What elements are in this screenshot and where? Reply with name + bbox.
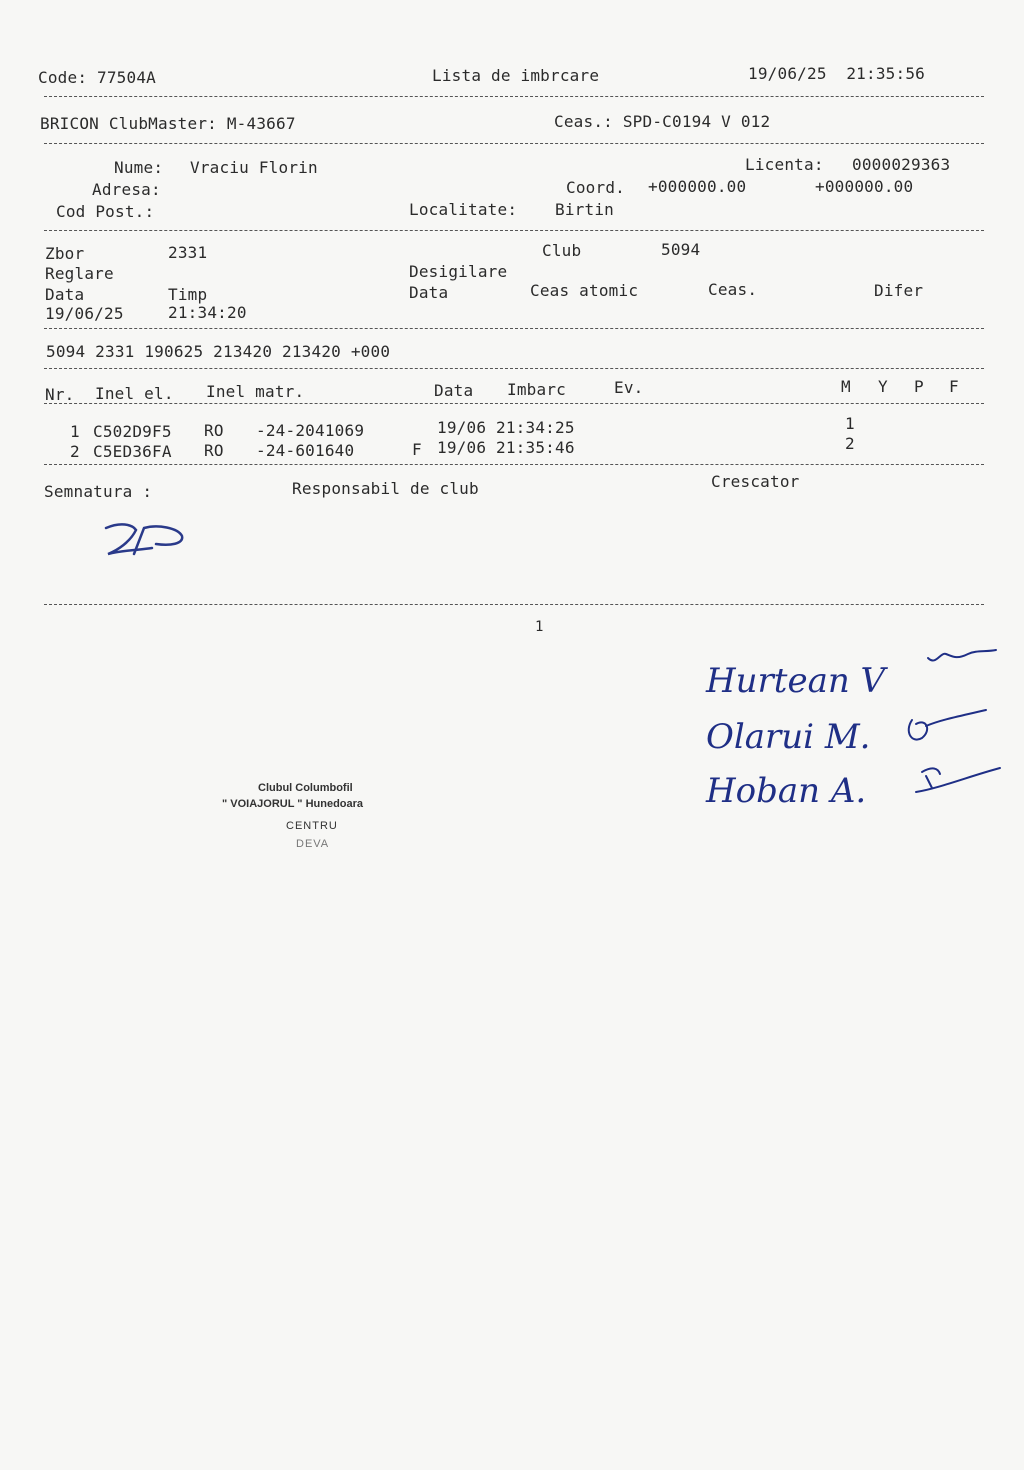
row-inel-matr: -24-2041069 — [256, 421, 365, 440]
breeder-label: Crescator — [711, 472, 800, 491]
stamp-line: Clubul Columbofil — [258, 782, 353, 794]
clock-label: Ceas. — [708, 280, 758, 299]
doc-title: Lista de imbrcare — [432, 66, 600, 85]
zbor-number: 2331 — [168, 243, 208, 262]
col-f: F — [949, 377, 959, 396]
doc-code: Code: 77504A — [38, 68, 156, 87]
club-number: 5094 — [661, 240, 701, 259]
divider — [44, 143, 984, 144]
row-inel-el: C5ED36FA — [93, 442, 172, 461]
reglare-date: 19/06/25 — [45, 304, 124, 323]
col-inel-el: Inel el. — [95, 384, 174, 403]
handwritten-name: Olarui M. — [706, 717, 871, 757]
col-imbarc: Imbarc — [507, 380, 566, 399]
page-number: 1 — [535, 619, 544, 635]
initials-scribble-icon — [916, 768, 1000, 792]
col-nr: Nr. — [45, 385, 75, 404]
row-datetime: 19/06 21:34:25 — [437, 418, 575, 437]
divider — [44, 403, 984, 404]
row-nr: 2 — [70, 442, 80, 461]
stamp-line: CENTRU — [286, 820, 338, 832]
divider — [44, 464, 984, 465]
signature-label: Semnatura : — [44, 482, 153, 501]
signature-scribble-icon — [100, 520, 195, 565]
divider — [44, 328, 984, 329]
initials-scribble-icon — [928, 650, 996, 660]
club-label: Club — [542, 241, 582, 260]
postcode-label: Cod Post.: — [56, 202, 155, 221]
col-y: Y — [878, 377, 888, 396]
reglare-label: Reglare — [45, 264, 114, 283]
clubmaster-id: BRICON ClubMaster: M-43667 — [40, 114, 296, 133]
col-ev: Ev. — [614, 378, 644, 397]
handwritten-name: Hoban A. — [706, 771, 867, 811]
control-code-line: 5094 2331 190625 213420 213420 +000 — [46, 342, 391, 361]
atomic-clock-label: Ceas atomic — [530, 281, 639, 300]
row-inel-el: C502D9F5 — [93, 422, 172, 441]
divider — [44, 230, 984, 231]
licence-label: Licenta: — [745, 155, 824, 174]
col-inel-matr: Inel matr. — [206, 382, 305, 401]
row-m: 2 — [845, 434, 855, 453]
desigilare-data-label: Data — [409, 283, 449, 302]
name-label: Nume: — [114, 158, 164, 177]
owner-name: Vraciu Florin — [190, 158, 318, 177]
col-p: P — [914, 377, 924, 396]
difference-label: Difer — [874, 281, 924, 300]
row-country: RO — [204, 421, 224, 440]
licence-number: 0000029363 — [852, 155, 951, 174]
row-nr: 1 — [70, 422, 80, 441]
commission-signatures — [700, 640, 1010, 820]
handwritten-name: Hurtean V — [706, 661, 886, 701]
row-country: RO — [204, 441, 224, 460]
desigilare-label: Desigilare — [409, 262, 508, 281]
divider — [44, 368, 984, 369]
address-label: Adresa: — [92, 180, 161, 199]
col-m: M — [841, 377, 851, 396]
reglare-time: 21:34:20 — [168, 303, 247, 322]
data-label: Data — [45, 285, 85, 304]
coord-x: +000000.00 — [648, 177, 747, 196]
stamp-line: " VOIAJORUL " Hunedoara — [222, 798, 364, 810]
divider — [44, 604, 984, 605]
print-datetime: 19/06/25 21:35:56 — [748, 64, 925, 83]
clock-id: Ceas.: SPD-C0194 V 012 — [554, 112, 771, 131]
locality: Birtin — [555, 200, 614, 219]
row-m: 1 — [845, 414, 855, 433]
coord-label: Coord. — [566, 178, 625, 197]
zbor-label: Zbor — [45, 244, 85, 263]
coord-y: +000000.00 — [815, 177, 914, 196]
timp-label: Timp — [168, 285, 208, 304]
row-inel-matr: -24-601640 — [256, 441, 355, 460]
locality-label: Localitate: — [409, 200, 518, 219]
col-data: Data — [434, 381, 474, 400]
row-flag: F — [412, 440, 422, 459]
initials-scribble-icon — [909, 710, 986, 740]
row-datetime: 19/06 21:35:46 — [437, 438, 575, 457]
club-responsible-label: Responsabil de club — [292, 479, 479, 498]
stamp-line: DEVA — [296, 838, 330, 850]
divider — [44, 96, 984, 97]
